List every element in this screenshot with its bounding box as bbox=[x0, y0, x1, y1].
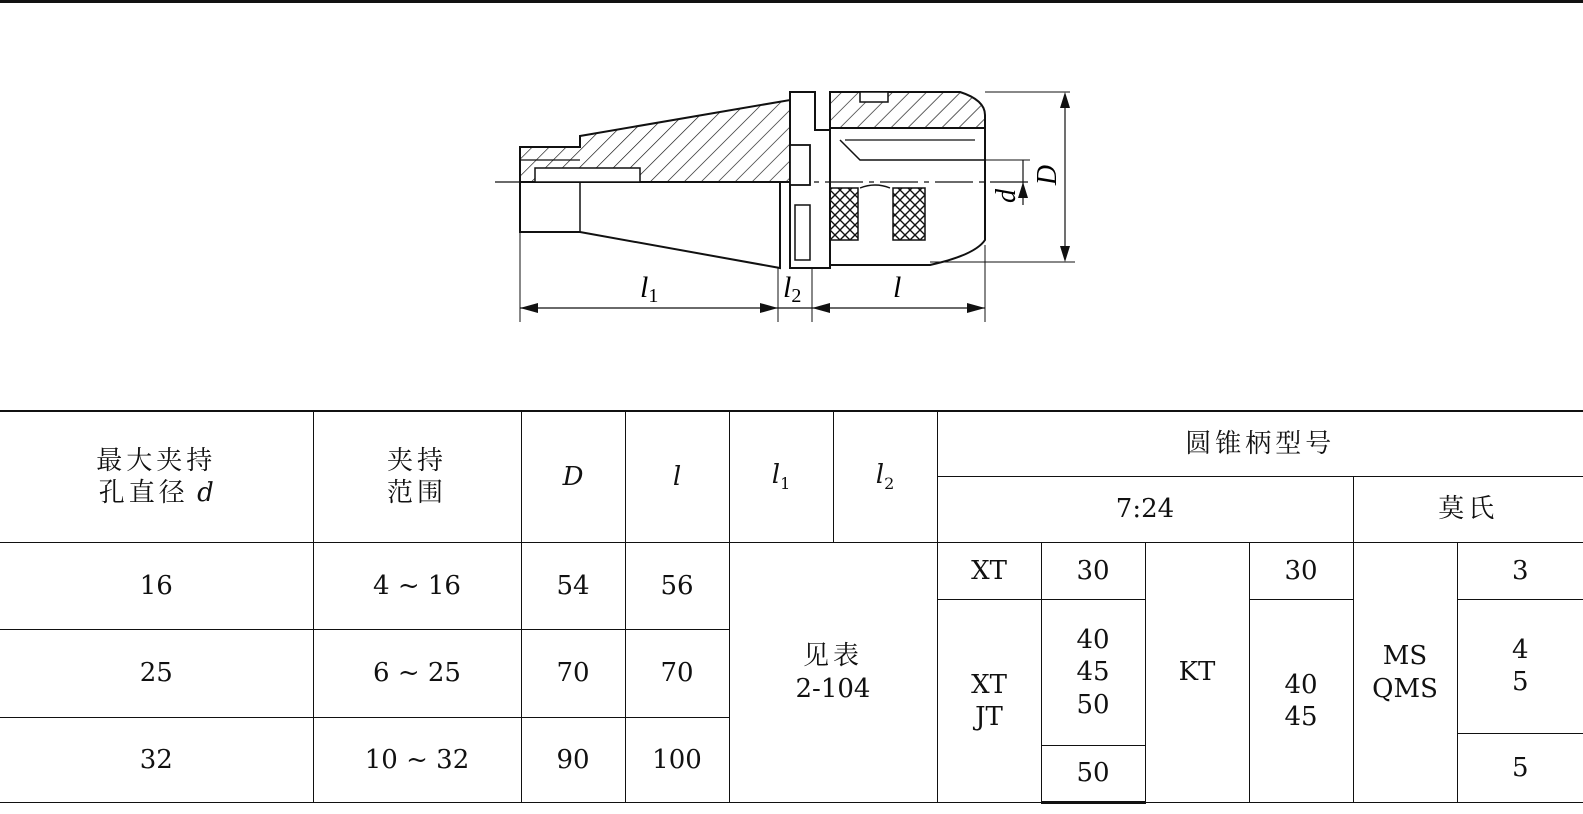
morse45-cell: 4 5 bbox=[1457, 600, 1583, 733]
row2-D: 70 bbox=[521, 630, 625, 717]
xt-cell: XT bbox=[937, 543, 1041, 600]
row2-d: 25 bbox=[0, 630, 313, 717]
xt-jt-cell: XT JT bbox=[937, 600, 1041, 803]
header-l2: $l_2$ bbox=[833, 411, 937, 543]
spec-table bbox=[0, 410, 1583, 804]
header-l: l bbox=[625, 411, 729, 543]
knurl-left bbox=[830, 188, 858, 240]
row1-l: 56 bbox=[625, 543, 729, 630]
header-morse: 莫氏 bbox=[1353, 476, 1583, 542]
morse3-cell: 3 bbox=[1457, 543, 1583, 600]
header-ratio: 7:24 bbox=[937, 476, 1353, 542]
row2-range: 6 ~ 25 bbox=[313, 630, 521, 717]
dim-l2-label: l2 bbox=[783, 271, 802, 307]
row3-l: 100 bbox=[625, 717, 729, 802]
row2-l: 70 bbox=[625, 630, 729, 717]
header-max-d: 最大夹持 孔直径 d bbox=[0, 411, 313, 543]
header-l1: $l_1$ bbox=[729, 411, 833, 543]
row3-range: 10 ~ 32 bbox=[313, 717, 521, 802]
dim-l1-label: l1 bbox=[640, 271, 659, 307]
chuck-body-section bbox=[830, 92, 985, 128]
v40-45-50-cell: 40 45 50 bbox=[1041, 600, 1145, 746]
dim-D-label: D bbox=[1032, 164, 1063, 186]
row1-range: 4 ~ 16 bbox=[313, 543, 521, 630]
dim-d-label: d bbox=[991, 189, 1022, 203]
row3-D: 90 bbox=[521, 717, 625, 802]
row1-d: 16 bbox=[0, 543, 313, 630]
header-taper-model: 圆锥柄型号 bbox=[937, 411, 1583, 476]
drill-chuck-drawing bbox=[0, 0, 1583, 400]
v50b-cell: 50 bbox=[1041, 745, 1145, 802]
dim-l-label: l bbox=[893, 271, 902, 304]
knurl-right bbox=[893, 188, 925, 240]
kt30-cell: 30 bbox=[1249, 543, 1353, 600]
kt40-45-cell: 40 45 bbox=[1249, 600, 1353, 803]
see-table-cell: 见表 2-104 bbox=[729, 543, 937, 803]
header-D: D bbox=[521, 411, 625, 543]
row3-d: 32 bbox=[0, 717, 313, 802]
taper-shank-outline bbox=[520, 182, 780, 268]
row1-D: 54 bbox=[521, 543, 625, 630]
morse5-cell: 5 bbox=[1457, 733, 1583, 802]
ms-qms-cell: MS QMS bbox=[1353, 543, 1457, 803]
header-range: 夹持 范围 bbox=[313, 411, 521, 543]
kt-cell: KT bbox=[1145, 543, 1249, 803]
xt30-cell: 30 bbox=[1041, 543, 1145, 600]
